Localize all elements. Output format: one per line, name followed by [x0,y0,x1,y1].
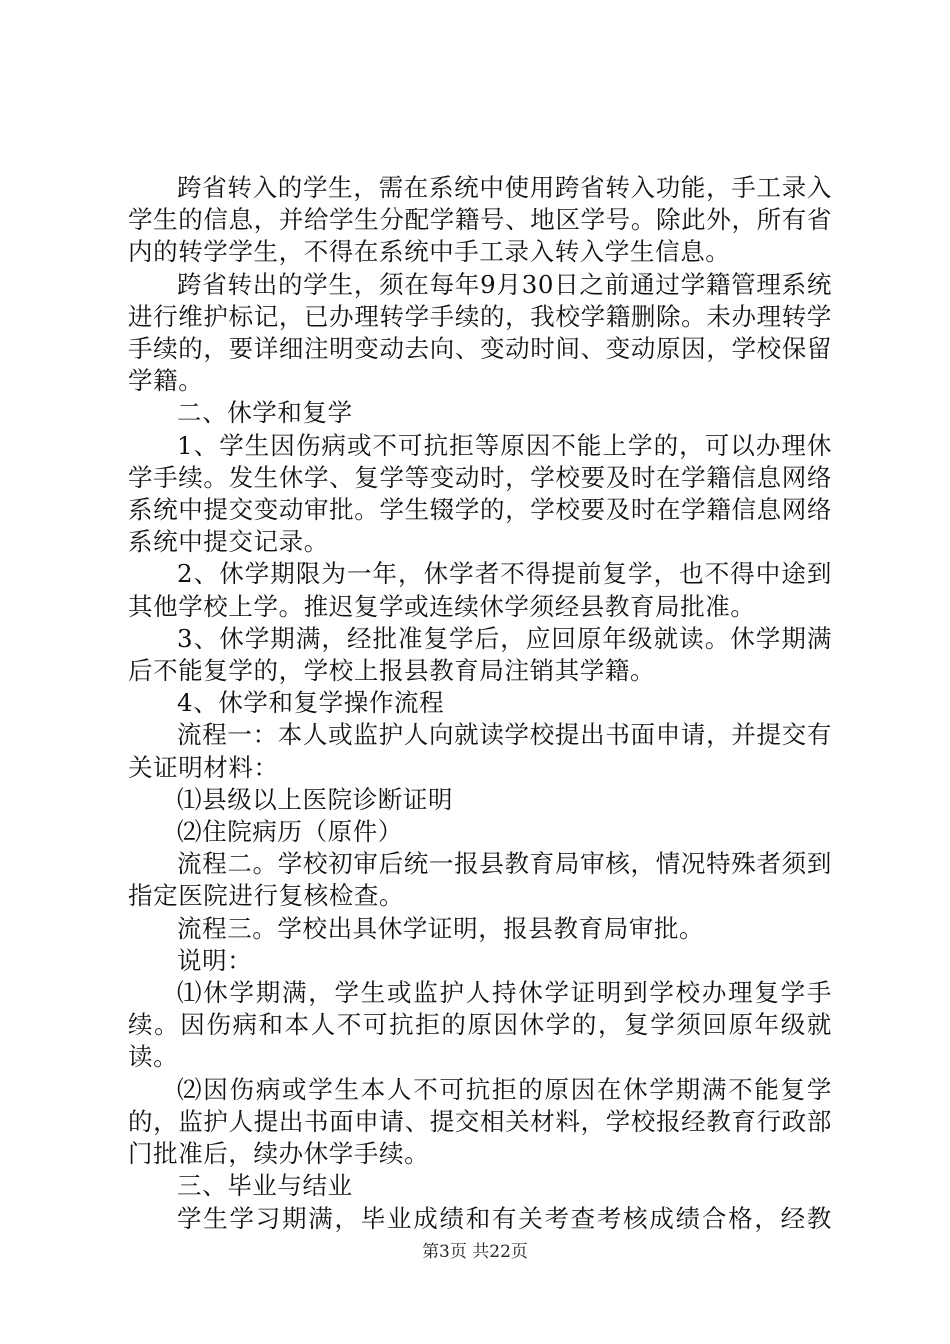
paragraph-note-1: ⑴休学期满，学生或监护人持休学证明到学校办理复学手续。因伤病和本人不可抗拒的原因休学的，复学须回原年级就读。 [128,978,832,1072]
paragraph-suspension-4-heading: 4、休学和复学操作流程 [177,688,445,718]
paragraph-notes-heading: 说明： [177,945,253,975]
paragraph-suspension-3: 3、休学期满，经批准复学后，应回原年级就读。休学期满后不能复学的，学校上报县教育局注销其学籍。 [128,623,832,686]
paragraph-process-two: 流程二。学校初审后统一报县教育局审核，情况特殊者须到指定医院进行复核检查。 [128,849,832,911]
paragraph-suspension-2: 2、休学期限为一年，休学者不得提前复学，也不得中途到其他学校上学。推迟复学或连续休学须经县教育局批准。 [128,559,832,621]
paragraph-process-three: 流程三。学校出具休学证明，报县教育局审批。 [177,913,705,943]
list-item-diagnosis-certificate: ⑴县级以上医院诊断证明 [177,784,454,814]
paragraph-cross-province-transfer-in: 跨省转入的学生，需在系统中使用跨省转入功能，手工录入学生的信息，并给学生分配学籍号、地区学号。除此外，所有省内的转学学生，不得在系统中手工录入转入学生信息。 [128,173,832,267]
paragraph-suspension-1: 1、学生因伤病或不可抗拒等原因不能上学的，可以办理休学手续。发生休学、复学等变动时，学校要及时在学籍信息网络系统中提交变动审批。学生辍学的，学校要及时在学籍信息网络系统中提交记录。 [128,430,832,557]
paragraph-note-2: ⑵因伤病或学生本人不可抗拒的原因在休学期满不能复学的，监护人提出书面申请、提交相关材料，学校报经教育行政部门批准后，续办休学手续。 [128,1074,832,1169]
section-heading-graduation: 三、毕业与结业 [177,1171,353,1201]
page-number-footer: 第3页 共22页 [422,1242,528,1262]
list-item-hospital-record: ⑵住院病历（原件） [177,817,403,847]
paragraph-cross-province-transfer-out: 跨省转出的学生，须在每年9月30日之前通过学籍管理系统进行维护标记，已办理转学手续的，我校学籍删除。未办理转学手续的，要详细注明变动去向、变动时间、变动原因，学校保留学籍。 [128,269,832,396]
document-body [128,172,832,1235]
paragraph-process-one: 流程一：本人或监护人向就读学校提出书面申请，并提交有关证明材料： [128,720,832,782]
section-heading-suspension: 二、休学和复学 [177,398,353,428]
paragraph-graduation: 学生学习期满，毕业成绩和有关考查考核成绩合格，经教 [177,1203,832,1233]
